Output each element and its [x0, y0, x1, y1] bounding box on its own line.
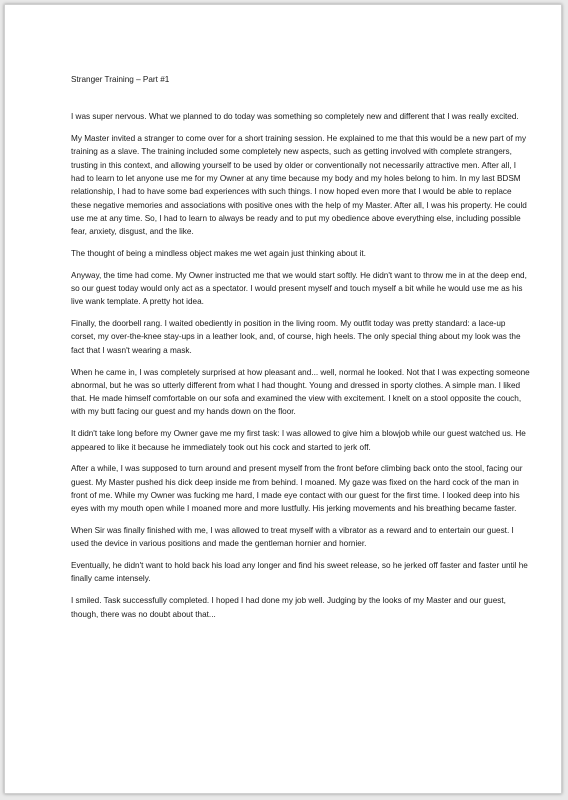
paragraph: After a while, I was supposed to turn around and present myself from the front before climbing back onto the stool, facing our guest. My Master pushed his dick deep inside me from behind. I moaned. My gaze was fixed on the hard cock of the man in front of me. While my Owner was fucking me hard, I made eye contact with our guest for the first time. I looked deep into his eyes with my mouth open while I moaned more and more lustfully. His jerking movements and his breathing became faster. — [71, 464, 523, 514]
paragraph: When Sir was finally finished with me, I was allowed to treat myself with a vibrator as a reward and to entertain our guest. I used the device in various positions and made the gentleman hornier and hornier. — [71, 526, 514, 549]
document-page — [4, 4, 562, 794]
paragraph: Eventually, he didn't want to hold back his load any longer and find his sweet release, so he jerked off faster and faster until he finally came intensely. — [71, 561, 528, 584]
document-title: Stranger Training – Part #1 — [71, 75, 170, 84]
paragraph: I was super nervous. What we planned to do today was something so completely new and different that I was really excited. — [71, 112, 519, 122]
paragraph: When he came in, I was completely surprised at how pleasant and... well, normal he looked. Not that I was expecting someone abnormal, but he was so utterly different from what I had thought. Young and dressed in sporty clothes. A simple man. I liked that. He made himself comfortable on our sofa and examined the view with excitement. I knelt on a stool opposite the couch, with my butt facing our guest and my hands down on the floor. — [71, 367, 530, 417]
paragraph: The thought of being a mindless object makes me wet again just thinking about it. — [71, 248, 366, 258]
paragraph: It didn't take long before my Owner gave me my first task: I was allowed to give him a blowjob while our guest watched us. He appeared to like it because he immediately took out his cock and started to jerk off. — [71, 429, 526, 452]
document-body — [71, 73, 531, 629]
paragraph: I smiled. Task successfully completed. I hoped I had done my job well. Judging by the looks of my Master and our guest, though, there was no doubt about that... — [71, 596, 506, 619]
paragraph: Anyway, the time had come. My Owner instructed me that we would start softly. He didn't want to throw me in at the deep end, so our guest today would only act as a spectator. I would present myself and touch myself a bit while he would use me as his live wank template. A pretty hot idea. — [71, 270, 527, 307]
paragraph: My Master invited a stranger to come over for a short training session. He explained to me that this would be a new part of my training as a slave. The training included some completely new aspects, such as getting involved with complete strangers, trusting in this context, and allowing yourself to be used by older or conventionally not necessarily attractive men. After all, I had to learn to let anyone use me for my Owner at any time because my body and my holes belong to him. In my last BDSM relationship, I had to have some bad experiences with such things. I now hoped even more that I would be able to replace these negative memories and associations with positive ones with the help of my Master. After all, I was his property. He could use me at any time. So, I had to learn to always be ready and to put my obedience above everything else, including possible fear, anxiety, disgust, and the like. — [71, 134, 527, 237]
paragraph: Finally, the doorbell rang. I waited obediently in position in the living room. My outfit today was pretty standard: a lace-up corset, my over-the-knee stay-ups in a leather look, and, of course, high heels. The only special thing about my look was the fact that I wasn't wearing a mask. — [71, 319, 521, 355]
